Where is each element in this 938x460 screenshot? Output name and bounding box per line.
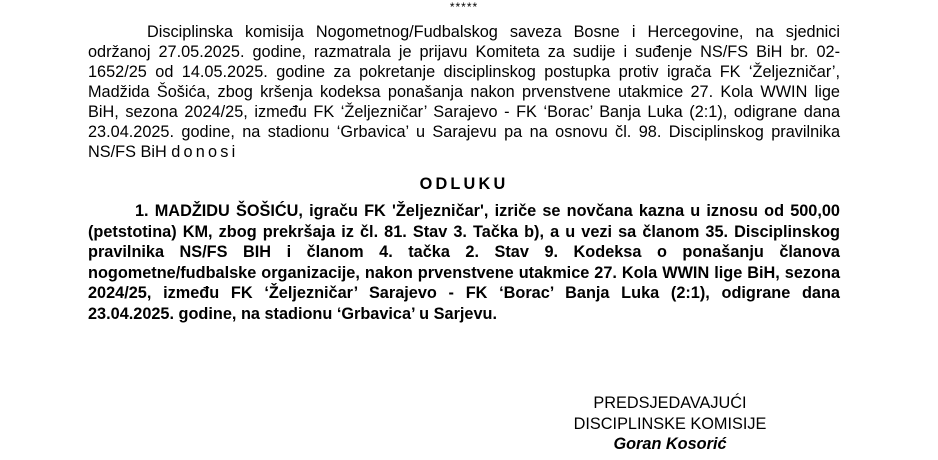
intro-text: Disciplinska komisija Nogometnog/Fudbalskog saveza Bosne i Hercegovine, na sjednici održanoj 27.05.2025. godine, razmatrala je prijavu Komiteta za sudije i suđenje NS/FS BiH br. 02-1652/25 od 14.05.2025. godine za pokretanje disciplinskog postupka protiv igrača FK ‘Željezničar’, Madžida Šošića, zbog kršenja kodeksa ponašanja nakon prvenstvene utakmice 27. Kola WWIN lige BiH, sezona 2024/25, između FK ‘Željezničar’ Sarajevo - FK ‘Borac’ Banja Luka (2:1), odigrane dana 23.04.2025. godine, na stadionu ‘Grbavica’ u Sarajevu pa na osnovu čl. 98. Disciplinskog pravilnika NS/FS BiH	[88, 23, 840, 161]
signature-title-line2: DISCIPLINSKE KOMISIJE	[573, 414, 767, 433]
intro-paragraph	[88, 22, 840, 162]
document-body	[88, 0, 840, 324]
decision-heading: ODLUKU	[419, 175, 509, 193]
intro-verb: donosi	[171, 143, 239, 161]
signature-name: Goran Kosorić	[613, 435, 727, 453]
signature-block	[545, 393, 795, 455]
signature-title-line1: PREDSJEDAVAJUĆI	[593, 394, 747, 412]
decision-paragraph: 1. MADŽIDU ŠOŠIĆU, igraču FK 'Željezničar', izriče se novčana kazna u iznosu od 500,00 (petstotina) KM, zbog prekršaja iz čl. 81. Stav 3. Tačka b), a u vezi sa članom 35. Disciplinskog pravilnika NS/FS BIH i članom 4. tačka 2. Stav 9. Kodeksa o ponašanju članova nogometne/fudbalske organizacije, nakon prvenstvene utakmice 27. Kola WWIN lige BiH, sezona 2024/25, između FK ‘Željezničar’ Sarajevo - FK ‘Borac’ Banja Luka (2:1), odigrane dana 23.04.2025. godine, na stadionu ‘Grbavica’ u Sarjevu.	[88, 202, 840, 323]
separator-stars: *****	[449, 0, 479, 14]
